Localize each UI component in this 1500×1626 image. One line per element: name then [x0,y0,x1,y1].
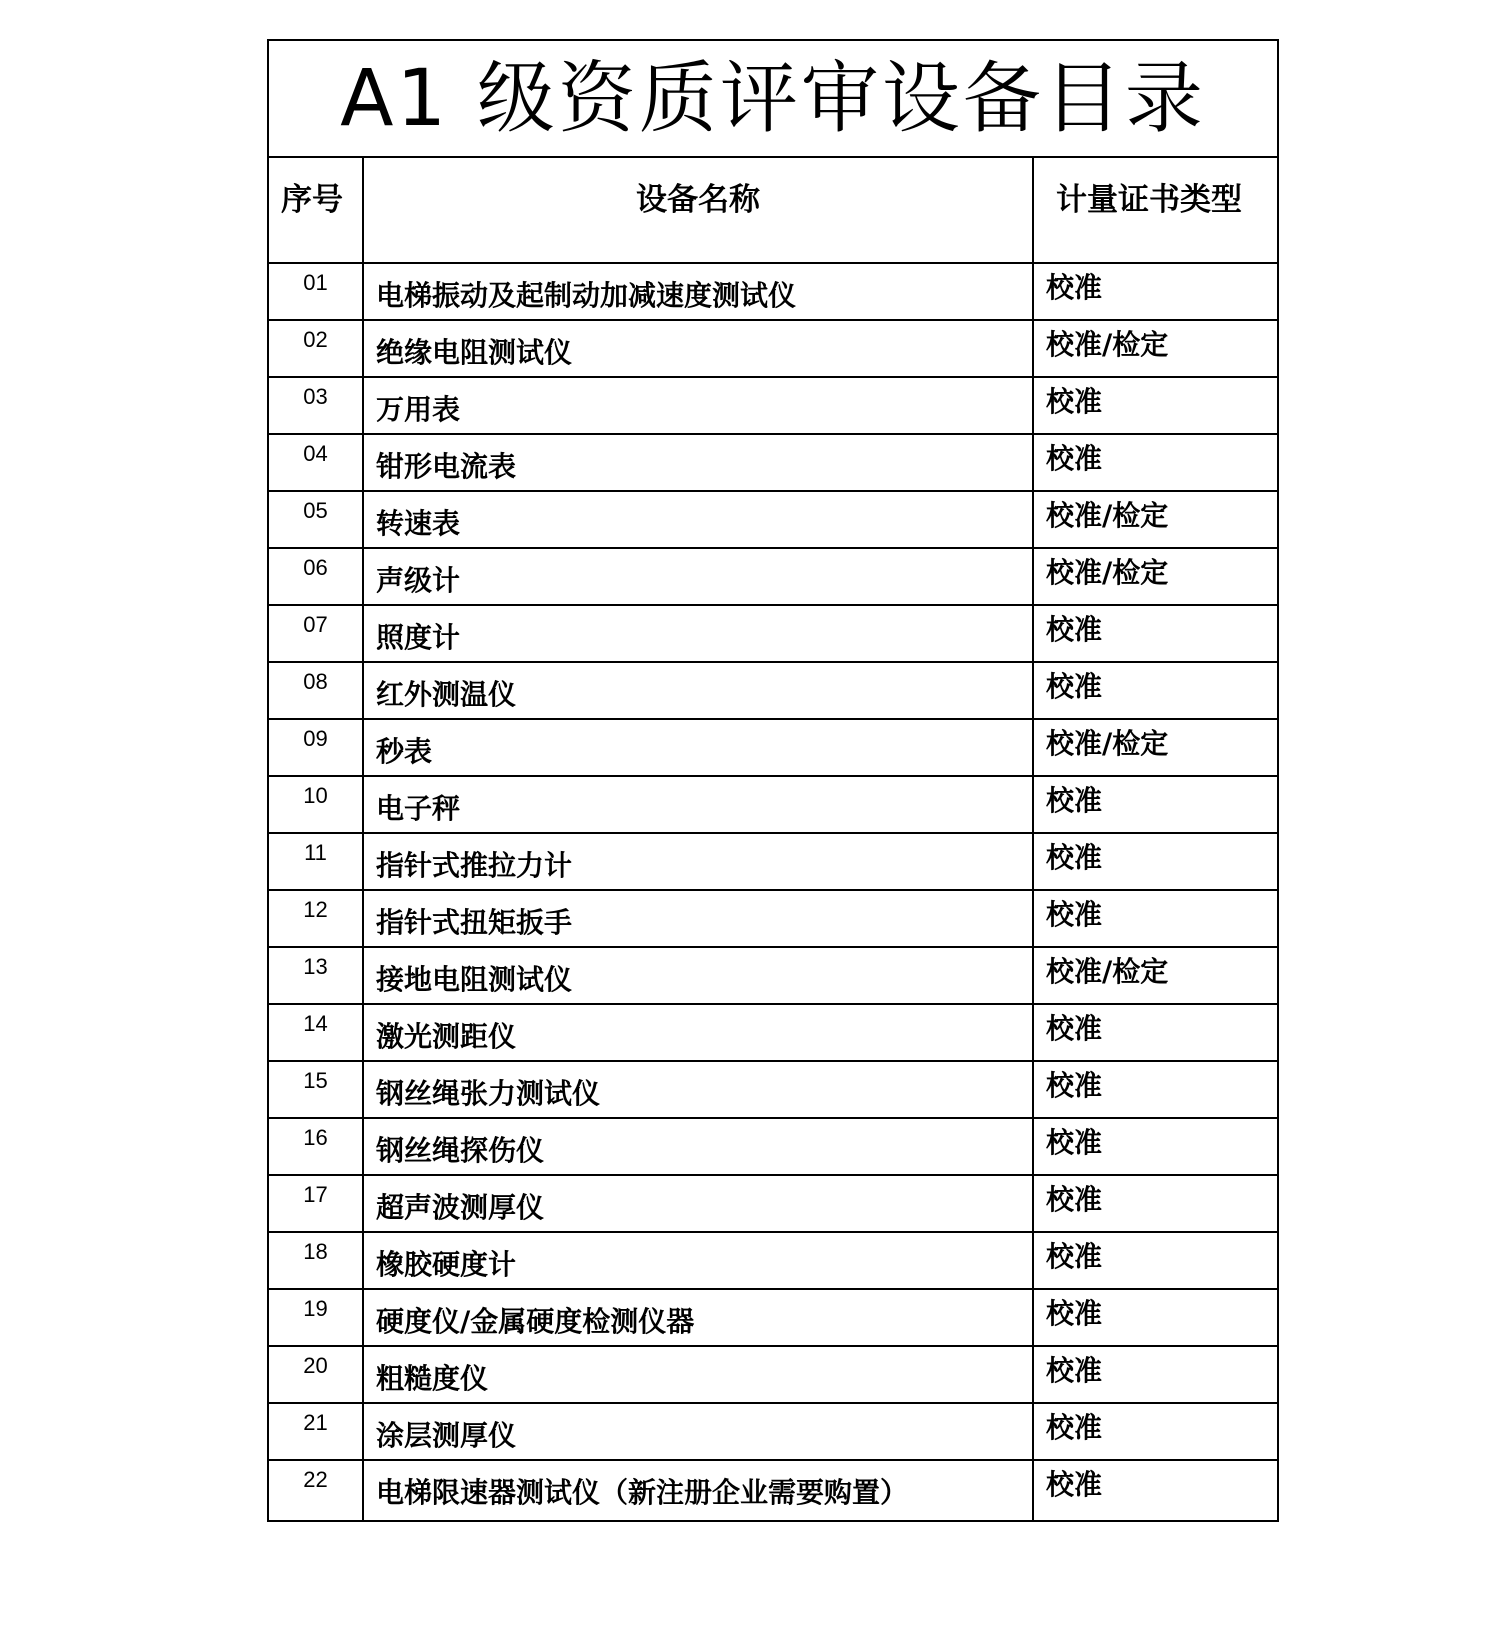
row-number: 05 [269,491,363,548]
row-number: 03 [269,377,363,434]
certificate-type: 校准 [1033,1289,1277,1346]
row-number: 08 [269,662,363,719]
row-number: 19 [269,1289,363,1346]
equipment-name: 指针式推拉力计 [363,833,1033,890]
title-row [269,41,1277,158]
row-number: 01 [269,263,363,320]
table-row [269,1403,1277,1460]
equipment-name: 涂层测厚仪 [363,1403,1033,1460]
table-row [269,320,1277,377]
certificate-type: 校准 [1033,1460,1277,1520]
row-number: 22 [303,1467,328,1492]
table-row [269,548,1277,605]
certificate-type: 校准/检定 [1033,719,1277,776]
certificate-type: 校准/检定 [1033,548,1277,605]
table-row [269,605,1277,662]
table-row [269,1232,1277,1289]
equipment-name: 照度计 [363,605,1033,662]
certificate-type: 校准/检定 [1033,947,1277,1004]
row-number: 11 [269,833,363,890]
row-number: 02 [269,320,363,377]
row-number: 07 [269,605,363,662]
certificate-type: 校准 [1033,1061,1277,1118]
row-number: 17 [269,1175,363,1232]
table-row [269,491,1277,548]
header-row [269,158,1277,263]
equipment-name: 电梯振动及起制动加减速度测试仪 [363,263,1033,320]
equipment-name: 粗糙度仪 [363,1346,1033,1403]
table-row [269,1175,1277,1232]
equipment-name: 红外测温仪 [363,662,1033,719]
equipment-table [269,158,1277,1520]
row-number: 12 [269,890,363,947]
equipment-name: 声级计 [363,548,1033,605]
certificate-type: 校准 [1033,890,1277,947]
row-number: 10 [269,776,363,833]
equipment-name: 绝缘电阻测试仪 [363,320,1033,377]
table-row [269,1004,1277,1061]
table-row [269,719,1277,776]
row-number: 15 [269,1061,363,1118]
table-row [269,833,1277,890]
table-row [269,776,1277,833]
equipment-name: 激光测距仪 [363,1004,1033,1061]
row-number: 04 [269,434,363,491]
equipment-name: 超声波测厚仪 [363,1175,1033,1232]
row-number: 14 [269,1004,363,1061]
certificate-type: 校准 [1033,434,1277,491]
column-header-type: 计量证书类型 [1033,158,1277,263]
equipment-name: 橡胶硬度计 [363,1232,1033,1289]
row-number: 16 [269,1118,363,1175]
certificate-type: 校准 [1033,662,1277,719]
certificate-type: 校准 [1033,1346,1277,1403]
table-row [269,1061,1277,1118]
table-row [269,1346,1277,1403]
table-row [269,1118,1277,1175]
row-number: 21 [269,1403,363,1460]
row-number: 06 [269,548,363,605]
table-row [269,662,1277,719]
table-row [269,890,1277,947]
equipment-name: 转速表 [363,491,1033,548]
equipment-name: 电子秤 [363,776,1033,833]
certificate-type: 校准 [1033,263,1277,320]
certificate-type: 校准 [1033,833,1277,890]
certificate-type: 校准 [1033,605,1277,662]
certificate-type: 校准 [1033,1403,1277,1460]
page-title: A1 级资质评审设备目录 [340,53,1206,144]
equipment-catalog-table [267,39,1279,1522]
equipment-name: 钢丝绳张力测试仪 [363,1061,1033,1118]
equipment-name: 万用表 [363,377,1033,434]
table-row [269,1289,1277,1346]
certificate-type: 校准 [1033,1004,1277,1061]
certificate-type: 校准 [1033,1232,1277,1289]
table-row [269,434,1277,491]
row-number: 18 [269,1232,363,1289]
column-header-name: 设备名称 [363,158,1033,263]
row-number: 13 [269,947,363,1004]
row-number: 20 [269,1346,363,1403]
certificate-type: 校准 [1033,377,1277,434]
equipment-name: 钢丝绳探伤仪 [363,1118,1033,1175]
equipment-name: 硬度仪/金属硬度检测仪器 [363,1289,1033,1346]
certificate-type: 校准 [1033,776,1277,833]
table-row [269,1460,1277,1520]
certificate-type: 校准 [1033,1175,1277,1232]
row-number: 09 [269,719,363,776]
column-header-no: 序号 [269,158,363,263]
equipment-name: 电梯限速器测试仪（新注册企业需要购置） [363,1460,1033,1520]
table-row [269,377,1277,434]
equipment-name: 接地电阻测试仪 [363,947,1033,1004]
certificate-type: 校准/检定 [1033,491,1277,548]
equipment-name: 秒表 [363,719,1033,776]
equipment-name: 钳形电流表 [363,434,1033,491]
equipment-name: 指针式扭矩扳手 [363,890,1033,947]
table-row [269,947,1277,1004]
table-row [269,263,1277,320]
certificate-type: 校准 [1033,1118,1277,1175]
certificate-type: 校准/检定 [1033,320,1277,377]
